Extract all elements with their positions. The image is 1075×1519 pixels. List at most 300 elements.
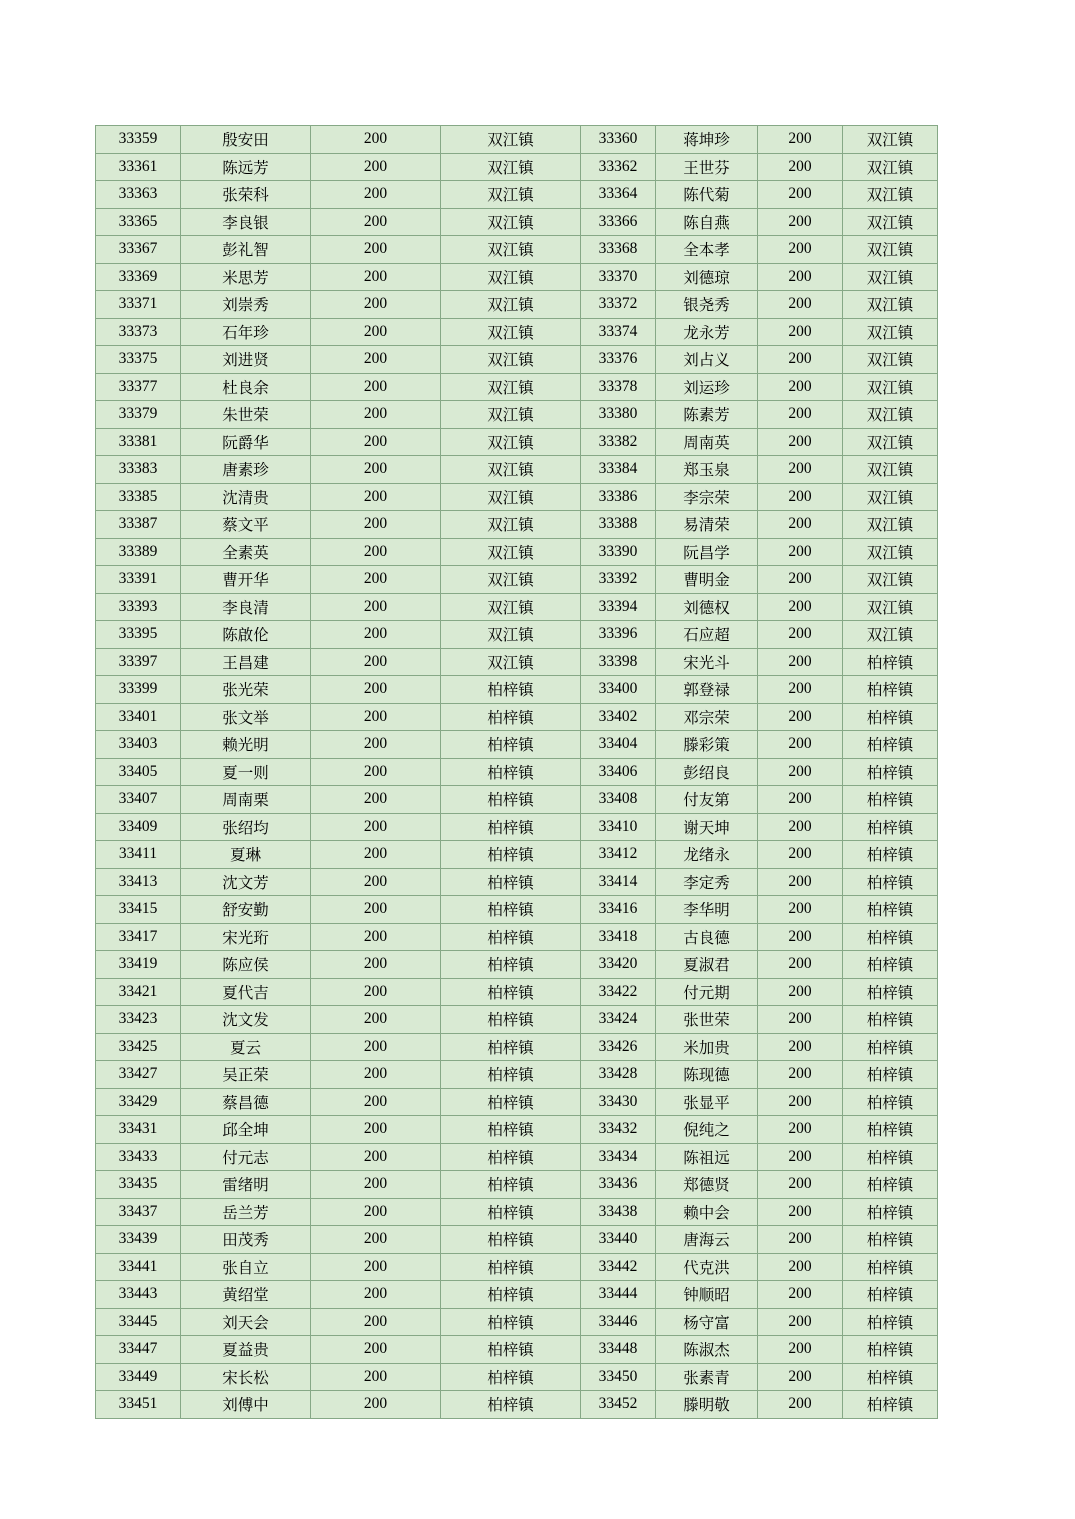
cell-id-right: 33370 — [581, 263, 656, 291]
cell-amount-left: 200 — [311, 813, 441, 841]
cell-town-left: 双江镇 — [441, 263, 581, 291]
cell-name-left: 杜良余 — [181, 373, 311, 401]
cell-amount-right: 200 — [758, 566, 843, 594]
cell-name-left: 沈文发 — [181, 1006, 311, 1034]
cell-amount-left: 200 — [311, 373, 441, 401]
cell-name-right: 米加贵 — [656, 1033, 758, 1061]
cell-town-left: 柏梓镇 — [441, 758, 581, 786]
cell-id-right: 33376 — [581, 346, 656, 374]
cell-id-right: 33428 — [581, 1061, 656, 1089]
cell-name-right: 李定秀 — [656, 868, 758, 896]
cell-id-right: 33378 — [581, 373, 656, 401]
cell-id-right: 33412 — [581, 841, 656, 869]
cell-id-left: 33437 — [96, 1198, 181, 1226]
cell-amount-left: 200 — [311, 181, 441, 209]
cell-id-right: 33384 — [581, 456, 656, 484]
cell-amount-right: 200 — [758, 703, 843, 731]
table-row — [96, 1336, 938, 1364]
cell-amount-right: 200 — [758, 758, 843, 786]
cell-name-right: 付元期 — [656, 978, 758, 1006]
cell-town-right: 柏梓镇 — [843, 1253, 938, 1281]
cell-town-right: 双江镇 — [843, 538, 938, 566]
cell-name-left: 朱世荣 — [181, 401, 311, 429]
cell-town-left: 柏梓镇 — [441, 731, 581, 759]
cell-amount-left: 200 — [311, 1226, 441, 1254]
cell-id-right: 33418 — [581, 923, 656, 951]
cell-amount-right: 200 — [758, 318, 843, 346]
cell-town-right: 柏梓镇 — [843, 978, 938, 1006]
table-row — [96, 786, 938, 814]
cell-amount-left: 200 — [311, 786, 441, 814]
cell-amount-right: 200 — [758, 813, 843, 841]
cell-town-left: 双江镇 — [441, 181, 581, 209]
cell-town-left: 双江镇 — [441, 428, 581, 456]
cell-id-left: 33397 — [96, 648, 181, 676]
cell-amount-left: 200 — [311, 401, 441, 429]
cell-id-left: 33425 — [96, 1033, 181, 1061]
cell-amount-right: 200 — [758, 1308, 843, 1336]
cell-id-left: 33405 — [96, 758, 181, 786]
cell-id-right: 33360 — [581, 126, 656, 154]
cell-town-right: 柏梓镇 — [843, 1281, 938, 1309]
cell-name-left: 殷安田 — [181, 126, 311, 154]
cell-name-right: 全本孝 — [656, 236, 758, 264]
cell-name-right: 滕彩策 — [656, 731, 758, 759]
cell-id-left: 33381 — [96, 428, 181, 456]
cell-name-left: 蔡文平 — [181, 511, 311, 539]
cell-name-left: 赖光明 — [181, 731, 311, 759]
cell-town-left: 柏梓镇 — [441, 1391, 581, 1419]
cell-name-right: 宋光斗 — [656, 648, 758, 676]
cell-amount-left: 200 — [311, 566, 441, 594]
cell-amount-left: 200 — [311, 1088, 441, 1116]
cell-amount-left: 200 — [311, 208, 441, 236]
cell-id-right: 33404 — [581, 731, 656, 759]
cell-town-left: 柏梓镇 — [441, 1336, 581, 1364]
table-row — [96, 373, 938, 401]
table-row — [96, 1226, 938, 1254]
cell-town-right: 柏梓镇 — [843, 868, 938, 896]
cell-amount-right: 200 — [758, 483, 843, 511]
cell-amount-right: 200 — [758, 263, 843, 291]
cell-amount-right: 200 — [758, 181, 843, 209]
cell-name-right: 张世荣 — [656, 1006, 758, 1034]
cell-name-right: 刘运珍 — [656, 373, 758, 401]
cell-town-left: 柏梓镇 — [441, 786, 581, 814]
cell-town-right: 双江镇 — [843, 181, 938, 209]
cell-id-left: 33385 — [96, 483, 181, 511]
cell-name-left: 陈远芳 — [181, 153, 311, 181]
cell-town-left: 柏梓镇 — [441, 1006, 581, 1034]
cell-town-left: 柏梓镇 — [441, 841, 581, 869]
cell-name-left: 张绍均 — [181, 813, 311, 841]
cell-name-right: 易清荣 — [656, 511, 758, 539]
cell-town-right: 柏梓镇 — [843, 1226, 938, 1254]
cell-town-right: 柏梓镇 — [843, 1171, 938, 1199]
cell-amount-right: 200 — [758, 1171, 843, 1199]
cell-id-left: 33443 — [96, 1281, 181, 1309]
cell-id-left: 33363 — [96, 181, 181, 209]
cell-name-left: 曹开华 — [181, 566, 311, 594]
cell-amount-right: 200 — [758, 1226, 843, 1254]
cell-name-left: 岳兰芳 — [181, 1198, 311, 1226]
cell-town-left: 双江镇 — [441, 126, 581, 154]
cell-amount-left: 200 — [311, 951, 441, 979]
cell-name-right: 刘德权 — [656, 593, 758, 621]
cell-town-left: 双江镇 — [441, 401, 581, 429]
cell-name-right: 蒋坤珍 — [656, 126, 758, 154]
cell-amount-right: 200 — [758, 731, 843, 759]
cell-amount-left: 200 — [311, 648, 441, 676]
cell-town-left: 柏梓镇 — [441, 1281, 581, 1309]
cell-id-right: 33420 — [581, 951, 656, 979]
cell-amount-left: 200 — [311, 1033, 441, 1061]
cell-id-right: 33390 — [581, 538, 656, 566]
cell-name-right: 王世芬 — [656, 153, 758, 181]
table-row — [96, 511, 938, 539]
cell-id-right: 33430 — [581, 1088, 656, 1116]
table-row — [96, 1281, 938, 1309]
cell-id-left: 33393 — [96, 593, 181, 621]
cell-id-left: 33391 — [96, 566, 181, 594]
cell-id-right: 33402 — [581, 703, 656, 731]
cell-town-left: 柏梓镇 — [441, 676, 581, 704]
cell-town-right: 柏梓镇 — [843, 1143, 938, 1171]
cell-town-left: 双江镇 — [441, 346, 581, 374]
cell-amount-right: 200 — [758, 676, 843, 704]
cell-name-left: 刘崇秀 — [181, 291, 311, 319]
cell-town-right: 柏梓镇 — [843, 1006, 938, 1034]
table-row — [96, 153, 938, 181]
cell-id-right: 33442 — [581, 1253, 656, 1281]
cell-town-left: 柏梓镇 — [441, 1088, 581, 1116]
table-row — [96, 758, 938, 786]
table-row — [96, 1116, 938, 1144]
table-row — [96, 1391, 938, 1419]
records-table — [95, 125, 938, 1419]
cell-id-left: 33387 — [96, 511, 181, 539]
cell-town-left: 双江镇 — [441, 153, 581, 181]
cell-name-right: 夏淑君 — [656, 951, 758, 979]
cell-town-left: 双江镇 — [441, 291, 581, 319]
table-row — [96, 346, 938, 374]
cell-id-right: 33438 — [581, 1198, 656, 1226]
cell-id-right: 33434 — [581, 1143, 656, 1171]
cell-id-left: 33383 — [96, 456, 181, 484]
cell-name-right: 陈素芳 — [656, 401, 758, 429]
cell-id-left: 33413 — [96, 868, 181, 896]
cell-id-left: 33447 — [96, 1336, 181, 1364]
table-row — [96, 703, 938, 731]
cell-id-right: 33380 — [581, 401, 656, 429]
cell-name-right: 银尧秀 — [656, 291, 758, 319]
cell-name-right: 阮昌学 — [656, 538, 758, 566]
cell-amount-right: 200 — [758, 1061, 843, 1089]
cell-id-left: 33377 — [96, 373, 181, 401]
cell-id-right: 33382 — [581, 428, 656, 456]
cell-amount-left: 200 — [311, 126, 441, 154]
cell-amount-right: 200 — [758, 786, 843, 814]
cell-id-right: 33432 — [581, 1116, 656, 1144]
table-row — [96, 731, 938, 759]
cell-name-right: 张素青 — [656, 1363, 758, 1391]
cell-amount-right: 200 — [758, 1363, 843, 1391]
cell-name-right: 唐海云 — [656, 1226, 758, 1254]
table-row — [96, 1033, 938, 1061]
cell-name-left: 沈清贵 — [181, 483, 311, 511]
cell-town-right: 双江镇 — [843, 153, 938, 181]
cell-name-left: 刘进贤 — [181, 346, 311, 374]
cell-name-left: 张光荣 — [181, 676, 311, 704]
cell-amount-right: 200 — [758, 1143, 843, 1171]
cell-town-right: 双江镇 — [843, 318, 938, 346]
table-row — [96, 456, 938, 484]
cell-town-right: 柏梓镇 — [843, 896, 938, 924]
cell-name-left: 蔡昌德 — [181, 1088, 311, 1116]
table-row — [96, 868, 938, 896]
cell-town-right: 双江镇 — [843, 208, 938, 236]
cell-name-left: 沈文芳 — [181, 868, 311, 896]
cell-amount-right: 200 — [758, 511, 843, 539]
cell-amount-left: 200 — [311, 1143, 441, 1171]
cell-name-left: 夏云 — [181, 1033, 311, 1061]
cell-name-right: 钟顺昭 — [656, 1281, 758, 1309]
cell-amount-left: 200 — [311, 483, 441, 511]
cell-amount-right: 200 — [758, 538, 843, 566]
cell-id-right: 33400 — [581, 676, 656, 704]
cell-amount-right: 200 — [758, 373, 843, 401]
cell-name-left: 雷绪明 — [181, 1171, 311, 1199]
cell-id-left: 33379 — [96, 401, 181, 429]
cell-name-left: 舒安勤 — [181, 896, 311, 924]
cell-amount-right: 200 — [758, 1198, 843, 1226]
cell-town-left: 双江镇 — [441, 208, 581, 236]
cell-name-right: 陈代菊 — [656, 181, 758, 209]
table-row — [96, 1061, 938, 1089]
cell-name-right: 刘德琼 — [656, 263, 758, 291]
table-row — [96, 923, 938, 951]
cell-name-left: 付元志 — [181, 1143, 311, 1171]
cell-amount-left: 200 — [311, 1391, 441, 1419]
cell-name-left: 夏益贵 — [181, 1336, 311, 1364]
cell-id-left: 33431 — [96, 1116, 181, 1144]
cell-town-right: 柏梓镇 — [843, 676, 938, 704]
cell-name-left: 唐素珍 — [181, 456, 311, 484]
cell-town-left: 柏梓镇 — [441, 1363, 581, 1391]
cell-name-left: 宋长松 — [181, 1363, 311, 1391]
cell-name-right: 郑德贤 — [656, 1171, 758, 1199]
cell-amount-right: 200 — [758, 1116, 843, 1144]
cell-amount-right: 200 — [758, 428, 843, 456]
cell-town-left: 柏梓镇 — [441, 703, 581, 731]
cell-amount-left: 200 — [311, 1061, 441, 1089]
cell-town-right: 柏梓镇 — [843, 1308, 938, 1336]
cell-town-left: 柏梓镇 — [441, 978, 581, 1006]
cell-name-right: 郭登禄 — [656, 676, 758, 704]
cell-amount-left: 200 — [311, 456, 441, 484]
cell-town-left: 双江镇 — [441, 593, 581, 621]
table-row — [96, 318, 938, 346]
cell-name-right: 李华明 — [656, 896, 758, 924]
table-row — [96, 566, 938, 594]
table-row — [96, 621, 938, 649]
cell-amount-left: 200 — [311, 291, 441, 319]
cell-id-right: 33398 — [581, 648, 656, 676]
cell-id-right: 33414 — [581, 868, 656, 896]
table-row — [96, 648, 938, 676]
cell-name-left: 石年珍 — [181, 318, 311, 346]
cell-amount-left: 200 — [311, 263, 441, 291]
table-row — [96, 813, 938, 841]
cell-name-left: 李良清 — [181, 593, 311, 621]
cell-amount-right: 200 — [758, 291, 843, 319]
cell-id-right: 33452 — [581, 1391, 656, 1419]
cell-amount-left: 200 — [311, 923, 441, 951]
cell-amount-left: 200 — [311, 346, 441, 374]
table-row — [96, 126, 938, 154]
cell-town-right: 双江镇 — [843, 373, 938, 401]
cell-amount-right: 200 — [758, 978, 843, 1006]
cell-name-left: 全素英 — [181, 538, 311, 566]
cell-town-right: 柏梓镇 — [843, 1363, 938, 1391]
cell-town-left: 柏梓镇 — [441, 1308, 581, 1336]
cell-town-left: 柏梓镇 — [441, 1253, 581, 1281]
cell-town-right: 柏梓镇 — [843, 841, 938, 869]
table-row — [96, 483, 938, 511]
records-table-body — [96, 126, 938, 1419]
cell-id-left: 33439 — [96, 1226, 181, 1254]
cell-town-left: 柏梓镇 — [441, 868, 581, 896]
cell-name-left: 黄绍堂 — [181, 1281, 311, 1309]
cell-name-left: 夏代吉 — [181, 978, 311, 1006]
cell-amount-left: 200 — [311, 1253, 441, 1281]
cell-amount-right: 200 — [758, 951, 843, 979]
cell-town-right: 柏梓镇 — [843, 1116, 938, 1144]
cell-id-left: 33365 — [96, 208, 181, 236]
cell-id-left: 33415 — [96, 896, 181, 924]
cell-town-left: 双江镇 — [441, 538, 581, 566]
cell-id-left: 33441 — [96, 1253, 181, 1281]
cell-town-right: 双江镇 — [843, 236, 938, 264]
cell-town-right: 柏梓镇 — [843, 1198, 938, 1226]
cell-amount-left: 200 — [311, 868, 441, 896]
cell-town-left: 柏梓镇 — [441, 951, 581, 979]
cell-town-left: 双江镇 — [441, 648, 581, 676]
cell-name-left: 宋光珩 — [181, 923, 311, 951]
cell-id-left: 33389 — [96, 538, 181, 566]
cell-town-left: 双江镇 — [441, 373, 581, 401]
cell-amount-right: 200 — [758, 1253, 843, 1281]
cell-town-left: 柏梓镇 — [441, 1226, 581, 1254]
cell-amount-right: 200 — [758, 841, 843, 869]
cell-id-left: 33369 — [96, 263, 181, 291]
cell-id-left: 33427 — [96, 1061, 181, 1089]
cell-id-left: 33435 — [96, 1171, 181, 1199]
table-row — [96, 593, 938, 621]
cell-id-right: 33366 — [581, 208, 656, 236]
cell-name-left: 王昌建 — [181, 648, 311, 676]
cell-id-left: 33395 — [96, 621, 181, 649]
cell-id-left: 33409 — [96, 813, 181, 841]
cell-amount-left: 200 — [311, 511, 441, 539]
cell-town-left: 柏梓镇 — [441, 896, 581, 924]
cell-amount-right: 200 — [758, 208, 843, 236]
cell-id-right: 33386 — [581, 483, 656, 511]
cell-id-right: 33406 — [581, 758, 656, 786]
cell-town-right: 双江镇 — [843, 401, 938, 429]
cell-amount-left: 200 — [311, 896, 441, 924]
cell-name-left: 陈应侯 — [181, 951, 311, 979]
table-row — [96, 236, 938, 264]
cell-amount-right: 200 — [758, 923, 843, 951]
cell-town-left: 双江镇 — [441, 318, 581, 346]
cell-id-left: 33451 — [96, 1391, 181, 1419]
cell-name-left: 刘傅中 — [181, 1391, 311, 1419]
cell-amount-right: 200 — [758, 1281, 843, 1309]
cell-id-left: 33445 — [96, 1308, 181, 1336]
table-row — [96, 263, 938, 291]
cell-town-left: 双江镇 — [441, 456, 581, 484]
table-row — [96, 1308, 938, 1336]
cell-amount-right: 200 — [758, 346, 843, 374]
cell-town-left: 柏梓镇 — [441, 1143, 581, 1171]
cell-name-left: 张荣科 — [181, 181, 311, 209]
cell-town-right: 双江镇 — [843, 621, 938, 649]
cell-name-right: 陈淑杰 — [656, 1336, 758, 1364]
cell-amount-left: 200 — [311, 318, 441, 346]
cell-town-right: 柏梓镇 — [843, 758, 938, 786]
cell-amount-left: 200 — [311, 841, 441, 869]
cell-amount-left: 200 — [311, 1308, 441, 1336]
cell-name-right: 杨守富 — [656, 1308, 758, 1336]
cell-amount-right: 200 — [758, 456, 843, 484]
table-row — [96, 181, 938, 209]
cell-name-right: 谢天坤 — [656, 813, 758, 841]
cell-town-right: 双江镇 — [843, 126, 938, 154]
cell-id-right: 33422 — [581, 978, 656, 1006]
cell-amount-right: 200 — [758, 401, 843, 429]
cell-id-right: 33368 — [581, 236, 656, 264]
cell-amount-left: 200 — [311, 758, 441, 786]
cell-town-right: 柏梓镇 — [843, 731, 938, 759]
cell-amount-left: 200 — [311, 1198, 441, 1226]
cell-name-right: 古良德 — [656, 923, 758, 951]
cell-id-left: 33411 — [96, 841, 181, 869]
cell-id-right: 33450 — [581, 1363, 656, 1391]
cell-id-left: 33367 — [96, 236, 181, 264]
cell-amount-right: 200 — [758, 1336, 843, 1364]
cell-town-right: 柏梓镇 — [843, 1336, 938, 1364]
cell-amount-right: 200 — [758, 153, 843, 181]
cell-amount-left: 200 — [311, 538, 441, 566]
cell-town-right: 双江镇 — [843, 593, 938, 621]
cell-town-right: 柏梓镇 — [843, 703, 938, 731]
table-row — [96, 1198, 938, 1226]
cell-name-right: 龙永芳 — [656, 318, 758, 346]
cell-id-right: 33410 — [581, 813, 656, 841]
cell-name-left: 米思芳 — [181, 263, 311, 291]
cell-amount-left: 200 — [311, 1006, 441, 1034]
cell-amount-left: 200 — [311, 1281, 441, 1309]
cell-name-left: 陈啟伦 — [181, 621, 311, 649]
cell-town-right: 柏梓镇 — [843, 1088, 938, 1116]
cell-name-left: 夏一则 — [181, 758, 311, 786]
cell-id-right: 33372 — [581, 291, 656, 319]
cell-amount-left: 200 — [311, 1116, 441, 1144]
cell-amount-left: 200 — [311, 978, 441, 1006]
cell-id-left: 33407 — [96, 786, 181, 814]
cell-id-left: 33399 — [96, 676, 181, 704]
